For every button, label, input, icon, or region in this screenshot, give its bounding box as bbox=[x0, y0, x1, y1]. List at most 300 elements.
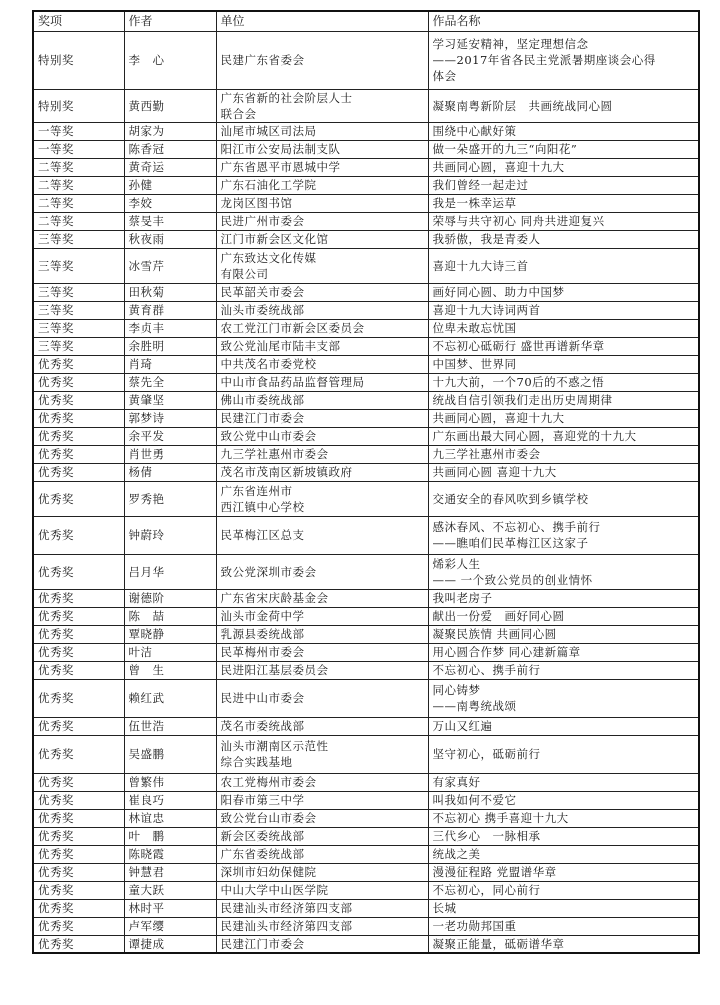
author-cell: 林谊忠 bbox=[124, 809, 216, 827]
author-cell: 孙健 bbox=[124, 176, 216, 194]
table-row bbox=[33, 31, 699, 89]
title-cell bbox=[428, 643, 699, 661]
table-row bbox=[33, 391, 699, 409]
table-row bbox=[33, 301, 699, 319]
title-cell bbox=[428, 554, 699, 589]
unit-cell-line: 民建汕头市经济第四支部 bbox=[220, 901, 353, 915]
title-cell-line: 有家真好 bbox=[432, 775, 481, 789]
award-cell: 三等奖 bbox=[33, 230, 124, 248]
unit-cell bbox=[216, 301, 428, 319]
table-row bbox=[33, 845, 699, 863]
unit-cell bbox=[216, 319, 428, 337]
award-cell: 优秀奖 bbox=[33, 791, 124, 809]
unit-cell-line: 广东致达文化传媒 bbox=[220, 250, 317, 265]
award-cell: 优秀奖 bbox=[33, 773, 124, 791]
title-cell bbox=[428, 158, 699, 176]
title-cell-line: 统战之美 bbox=[432, 847, 481, 861]
unit-cell-line: 民革梅江区总支 bbox=[220, 528, 305, 542]
title-cell bbox=[428, 319, 699, 337]
title-cell-line: 喜迎十九大诗三首 bbox=[432, 258, 529, 273]
author-cell: 叶洁 bbox=[124, 643, 216, 661]
unit-cell-line: 广东石油化工学院 bbox=[220, 178, 317, 192]
author-cell: 余平发 bbox=[124, 427, 216, 445]
title-cell-line: 广东画出最大同心圆，喜迎党的十九大 bbox=[432, 429, 637, 443]
award-cell: 优秀奖 bbox=[33, 881, 124, 899]
table-row bbox=[33, 409, 699, 427]
award-cell: 优秀奖 bbox=[33, 427, 124, 445]
unit-cell-line: 广东省连州市 bbox=[220, 483, 293, 498]
author-cell: 蔡旻丰 bbox=[124, 212, 216, 230]
title-cell bbox=[428, 373, 699, 391]
title-cell bbox=[428, 337, 699, 355]
table-row bbox=[33, 463, 699, 481]
title-cell bbox=[428, 827, 699, 845]
author-cell: 秋夜雨 bbox=[124, 230, 216, 248]
author-cell: 肖世勇 bbox=[124, 445, 216, 463]
title-cell-line: 做一朵盛开的九三“向阳花” bbox=[432, 142, 578, 156]
title-cell-line: 漫漫征程路 党盟谱华章 bbox=[432, 865, 557, 879]
title-cell-line: 交通安全的春风吹到乡镇学校 bbox=[432, 491, 589, 506]
unit-cell-line: 中山大学中山医学院 bbox=[220, 883, 329, 897]
table-row bbox=[33, 89, 699, 122]
title-cell bbox=[428, 301, 699, 319]
title-cell bbox=[428, 935, 699, 953]
table-row bbox=[33, 194, 699, 212]
title-cell-line: 感沐春风、不忘初心、携手前行 bbox=[432, 520, 601, 534]
table-row bbox=[33, 283, 699, 301]
unit-cell-line: 广东省恩平市恩城中学 bbox=[220, 160, 341, 174]
award-cell: 二等奖 bbox=[33, 194, 124, 212]
title-cell-line: 坚守初心，砥砺前行 bbox=[432, 747, 541, 761]
unit-cell bbox=[216, 679, 428, 717]
title-cell-line: 献出一份爱 画好同心圆 bbox=[432, 609, 565, 623]
title-cell bbox=[428, 717, 699, 735]
unit-cell bbox=[216, 643, 428, 661]
table-row bbox=[33, 935, 699, 953]
title-cell bbox=[428, 409, 699, 427]
title-cell-line: 我是一株幸运草 bbox=[432, 196, 517, 210]
table-row bbox=[33, 319, 699, 337]
header-title: 作品名称 bbox=[428, 11, 699, 31]
title-cell-line: ——瞧咱们民革梅江区这家子 bbox=[432, 536, 589, 550]
table-row bbox=[33, 809, 699, 827]
unit-cell bbox=[216, 248, 428, 283]
title-cell bbox=[428, 773, 699, 791]
title-cell bbox=[428, 735, 699, 773]
unit-cell bbox=[216, 827, 428, 845]
title-cell bbox=[428, 625, 699, 643]
unit-cell-line: 致公党台山市委会 bbox=[220, 811, 317, 825]
unit-cell bbox=[216, 607, 428, 625]
header-author: 作者 bbox=[124, 11, 216, 31]
title-cell-line: 围绕中心献好策 bbox=[432, 124, 517, 138]
author-cell: 伍世浩 bbox=[124, 717, 216, 735]
table-row bbox=[33, 827, 699, 845]
author-cell: 钟慧君 bbox=[124, 863, 216, 881]
title-cell bbox=[428, 845, 699, 863]
title-cell-line: 体会 bbox=[432, 69, 457, 83]
title-cell-line: 用心圆合作梦 同心建新篇章 bbox=[432, 645, 581, 659]
author-cell: 曾繁伟 bbox=[124, 773, 216, 791]
title-cell bbox=[428, 863, 699, 881]
table-row bbox=[33, 899, 699, 917]
unit-cell-line: 民建江门市委会 bbox=[220, 411, 305, 425]
unit-cell bbox=[216, 589, 428, 607]
author-cell: 蔡先全 bbox=[124, 373, 216, 391]
unit-cell-line: 致公党中山市委会 bbox=[220, 429, 317, 443]
header-row bbox=[33, 11, 699, 31]
award-cell: 优秀奖 bbox=[33, 863, 124, 881]
title-cell-line: 共画同心圆，喜迎十九大 bbox=[432, 411, 565, 425]
award-cell: 优秀奖 bbox=[33, 607, 124, 625]
unit-cell-line: 广东省委统战部 bbox=[220, 847, 305, 861]
table-row bbox=[33, 248, 699, 283]
unit-cell bbox=[216, 140, 428, 158]
author-cell: 杨倩 bbox=[124, 463, 216, 481]
unit-cell-line: 茂名市委统战部 bbox=[220, 719, 305, 733]
table-row bbox=[33, 158, 699, 176]
author-cell: 吕月华 bbox=[124, 554, 216, 589]
title-cell-line: 十九大前，一个70后的不惑之悟 bbox=[432, 375, 605, 389]
award-cell: 二等奖 bbox=[33, 158, 124, 176]
author-cell: 钟蔚玲 bbox=[124, 516, 216, 554]
award-cell: 优秀奖 bbox=[33, 809, 124, 827]
author-cell: 陈香冠 bbox=[124, 140, 216, 158]
title-cell bbox=[428, 283, 699, 301]
author-cell: 卢军缨 bbox=[124, 917, 216, 935]
header-unit: 单位 bbox=[216, 11, 428, 31]
title-cell bbox=[428, 194, 699, 212]
title-cell bbox=[428, 212, 699, 230]
title-cell-line: 不忘初心，同心前行 bbox=[432, 883, 541, 897]
table-row bbox=[33, 140, 699, 158]
table-row bbox=[33, 881, 699, 899]
title-cell-line: 一老功勋邦国重 bbox=[432, 919, 517, 933]
author-cell: 崔良巧 bbox=[124, 791, 216, 809]
unit-cell bbox=[216, 445, 428, 463]
unit-cell bbox=[216, 917, 428, 935]
title-cell bbox=[428, 463, 699, 481]
title-cell-line: 长城 bbox=[432, 901, 457, 915]
award-cell: 优秀奖 bbox=[33, 661, 124, 679]
unit-cell bbox=[216, 661, 428, 679]
title-cell-line: 不忘初心砥砺行 盛世再谱新华章 bbox=[432, 339, 605, 353]
unit-cell bbox=[216, 899, 428, 917]
title-cell-line: 我叫老房子 bbox=[432, 591, 493, 605]
unit-cell-line: 广东省新的社会阶层人士 bbox=[220, 90, 353, 105]
title-cell bbox=[428, 176, 699, 194]
award-cell: 优秀奖 bbox=[33, 899, 124, 917]
unit-cell bbox=[216, 935, 428, 953]
award-cell: 优秀奖 bbox=[33, 717, 124, 735]
unit-cell bbox=[216, 427, 428, 445]
unit-cell bbox=[216, 31, 428, 89]
unit-cell-line: 致公党深圳市委会 bbox=[220, 564, 317, 579]
title-cell bbox=[428, 679, 699, 717]
unit-cell-line: 中共茂名市委党校 bbox=[220, 357, 317, 371]
title-cell-line: 位卑未敢忘忧国 bbox=[432, 321, 517, 335]
unit-cell bbox=[216, 809, 428, 827]
award-cell: 一等奖 bbox=[33, 122, 124, 140]
award-cell: 优秀奖 bbox=[33, 845, 124, 863]
table-row bbox=[33, 589, 699, 607]
title-cell-line: 我们曾经一起走过 bbox=[432, 178, 529, 192]
award-cell: 一等奖 bbox=[33, 140, 124, 158]
title-cell bbox=[428, 140, 699, 158]
title-cell-line: 荣辱与共守初心 同舟共进迎复兴 bbox=[432, 214, 605, 228]
table-row bbox=[33, 122, 699, 140]
unit-cell bbox=[216, 735, 428, 773]
unit-cell-line: 中山市食品药品监督管理局 bbox=[220, 375, 365, 389]
header-award: 奖项 bbox=[33, 11, 124, 31]
unit-cell-line: 民进广州市委会 bbox=[220, 214, 305, 228]
unit-cell-line: 汕头市委统战部 bbox=[220, 303, 305, 317]
unit-cell bbox=[216, 355, 428, 373]
title-cell bbox=[428, 355, 699, 373]
table-row bbox=[33, 516, 699, 554]
author-cell: 冰雪芹 bbox=[124, 248, 216, 283]
award-cell: 三等奖 bbox=[33, 283, 124, 301]
unit-cell-line: 西江镇中心学校 bbox=[220, 499, 305, 514]
unit-cell-line: 阳春市第三中学 bbox=[220, 793, 305, 807]
award-cell: 二等奖 bbox=[33, 212, 124, 230]
award-cell: 三等奖 bbox=[33, 301, 124, 319]
author-cell: 黄肇坚 bbox=[124, 391, 216, 409]
unit-cell bbox=[216, 481, 428, 516]
title-cell-line: 学习延安精神，坚定理想信念 bbox=[432, 37, 589, 51]
title-cell-line: 不忘初心、携手前行 bbox=[432, 663, 541, 677]
author-cell: 叶 鹏 bbox=[124, 827, 216, 845]
unit-cell-line: 新会区委统战部 bbox=[220, 829, 305, 843]
author-cell: 陈 喆 bbox=[124, 607, 216, 625]
title-cell bbox=[428, 31, 699, 89]
title-cell bbox=[428, 589, 699, 607]
table-row bbox=[33, 735, 699, 773]
title-cell bbox=[428, 607, 699, 625]
unit-cell-line: 九三学社惠州市委会 bbox=[220, 447, 329, 461]
award-cell: 三等奖 bbox=[33, 337, 124, 355]
award-cell: 优秀奖 bbox=[33, 463, 124, 481]
title-cell bbox=[428, 481, 699, 516]
title-cell bbox=[428, 427, 699, 445]
author-cell: 郭梦诗 bbox=[124, 409, 216, 427]
unit-cell-line: 民革梅州市委会 bbox=[220, 645, 305, 659]
award-cell: 优秀奖 bbox=[33, 373, 124, 391]
table-row bbox=[33, 355, 699, 373]
title-cell-line: 凝聚南粤新阶层 共画统战同心圆 bbox=[432, 98, 613, 113]
unit-cell-line: 民革韶关市委会 bbox=[220, 285, 305, 299]
award-cell: 优秀奖 bbox=[33, 625, 124, 643]
unit-cell-line: 民进阳江基层委员会 bbox=[220, 663, 329, 677]
award-cell: 优秀奖 bbox=[33, 391, 124, 409]
award-cell: 优秀奖 bbox=[33, 935, 124, 953]
award-cell: 优秀奖 bbox=[33, 355, 124, 373]
unit-cell-line: 茂名市茂南区新坡镇政府 bbox=[220, 465, 353, 479]
unit-cell-line: 民建广东省委会 bbox=[220, 53, 305, 67]
unit-cell bbox=[216, 516, 428, 554]
award-cell: 特别奖 bbox=[33, 31, 124, 89]
author-cell: 童大跃 bbox=[124, 881, 216, 899]
title-cell-line: 统战自信引领我们走出历史周期律 bbox=[432, 393, 613, 407]
unit-cell-line: 乳源县委统战部 bbox=[220, 627, 305, 641]
award-cell: 优秀奖 bbox=[33, 554, 124, 589]
title-cell bbox=[428, 917, 699, 935]
title-cell bbox=[428, 230, 699, 248]
unit-cell-line: 联合会 bbox=[220, 106, 257, 121]
title-cell-line: —— 一个致公党员的创业情怀 bbox=[432, 572, 593, 587]
unit-cell-line: 民建汕头市经济第四支部 bbox=[220, 919, 353, 933]
table-row bbox=[33, 481, 699, 516]
unit-cell bbox=[216, 391, 428, 409]
author-cell: 赖红武 bbox=[124, 679, 216, 717]
title-cell-line: 喜迎十九大诗词两首 bbox=[432, 303, 541, 317]
unit-cell-line: 广东省宋庆龄基金会 bbox=[220, 591, 329, 605]
title-cell bbox=[428, 122, 699, 140]
unit-cell-line: 阳江市公安局法制支队 bbox=[220, 142, 341, 156]
table-row bbox=[33, 427, 699, 445]
table-row bbox=[33, 212, 699, 230]
table-row bbox=[33, 625, 699, 643]
table-row bbox=[33, 176, 699, 194]
unit-cell bbox=[216, 89, 428, 122]
title-cell bbox=[428, 516, 699, 554]
title-cell-line: 叫我如何不爱它 bbox=[432, 793, 517, 807]
unit-cell-line: 汕尾市城区司法局 bbox=[220, 124, 317, 138]
title-cell bbox=[428, 391, 699, 409]
award-cell: 优秀奖 bbox=[33, 409, 124, 427]
author-cell: 余胜明 bbox=[124, 337, 216, 355]
unit-cell-line: 汕头市金荷中学 bbox=[220, 609, 305, 623]
award-cell: 三等奖 bbox=[33, 248, 124, 283]
table-row bbox=[33, 554, 699, 589]
award-cell: 优秀奖 bbox=[33, 589, 124, 607]
author-cell: 覃晓静 bbox=[124, 625, 216, 643]
unit-cell bbox=[216, 625, 428, 643]
unit-cell-line: 民建江门市委会 bbox=[220, 936, 305, 951]
title-cell-line: 共画同心圆 喜迎十九大 bbox=[432, 465, 557, 479]
author-cell: 田秋菊 bbox=[124, 283, 216, 301]
unit-cell-line: 综合实践基地 bbox=[220, 755, 293, 769]
award-cell: 优秀奖 bbox=[33, 827, 124, 845]
table-row bbox=[33, 643, 699, 661]
title-cell bbox=[428, 899, 699, 917]
unit-cell-line: 深圳市妇幼保健院 bbox=[220, 865, 317, 879]
title-cell-line: 万山又红遍 bbox=[432, 719, 493, 733]
table-row bbox=[33, 679, 699, 717]
title-cell bbox=[428, 881, 699, 899]
unit-cell bbox=[216, 863, 428, 881]
table-row bbox=[33, 863, 699, 881]
unit-cell bbox=[216, 337, 428, 355]
table-row bbox=[33, 717, 699, 735]
title-cell-line: 九三学社惠州市委会 bbox=[432, 447, 541, 461]
unit-cell-line: 江门市新会区文化馆 bbox=[220, 232, 329, 246]
unit-cell-line: 汕头市潮南区示范性 bbox=[220, 739, 329, 753]
title-cell-line: 中国梦、世界同 bbox=[432, 357, 517, 371]
award-cell: 优秀奖 bbox=[33, 679, 124, 717]
award-cell: 优秀奖 bbox=[33, 643, 124, 661]
table-row bbox=[33, 230, 699, 248]
unit-cell bbox=[216, 176, 428, 194]
unit-cell bbox=[216, 283, 428, 301]
table-row bbox=[33, 445, 699, 463]
award-cell: 三等奖 bbox=[33, 319, 124, 337]
title-cell-line: 凝聚民族情 共画同心圆 bbox=[432, 627, 557, 641]
author-cell: 黄育群 bbox=[124, 301, 216, 319]
unit-cell-line: 农工党梅州市委会 bbox=[220, 775, 317, 789]
unit-cell bbox=[216, 845, 428, 863]
award-cell: 优秀奖 bbox=[33, 735, 124, 773]
author-cell: 陈晓霞 bbox=[124, 845, 216, 863]
unit-cell bbox=[216, 773, 428, 791]
unit-cell bbox=[216, 373, 428, 391]
award-table bbox=[32, 10, 700, 954]
author-cell: 李姣 bbox=[124, 194, 216, 212]
title-cell bbox=[428, 445, 699, 463]
title-cell-line: 画好同心圆、助力中国梦 bbox=[432, 285, 565, 299]
award-cell: 优秀奖 bbox=[33, 445, 124, 463]
unit-cell-line: 有限公司 bbox=[220, 266, 269, 281]
unit-cell-line: 致公党汕尾市陆丰支部 bbox=[220, 339, 341, 353]
title-cell-line: 共画同心圆，喜迎十九大 bbox=[432, 160, 565, 174]
title-cell-line: 三代乡心 一脉相承 bbox=[432, 829, 541, 843]
table-row bbox=[33, 917, 699, 935]
title-cell-line: ——南粤统战颂 bbox=[432, 699, 517, 713]
author-cell: 肖琦 bbox=[124, 355, 216, 373]
unit-cell bbox=[216, 791, 428, 809]
title-cell bbox=[428, 791, 699, 809]
unit-cell-line: 龙岗区图书馆 bbox=[220, 196, 293, 210]
table-row bbox=[33, 661, 699, 679]
award-cell: 优秀奖 bbox=[33, 481, 124, 516]
author-cell: 罗秀艳 bbox=[124, 481, 216, 516]
award-cell: 优秀奖 bbox=[33, 516, 124, 554]
award-cell: 二等奖 bbox=[33, 176, 124, 194]
author-cell: 曾 生 bbox=[124, 661, 216, 679]
author-cell: 李贞丰 bbox=[124, 319, 216, 337]
unit-cell bbox=[216, 717, 428, 735]
unit-cell-line: 佛山市委统战部 bbox=[220, 393, 305, 407]
award-cell: 优秀奖 bbox=[33, 917, 124, 935]
author-cell: 吴盛鹏 bbox=[124, 735, 216, 773]
title-cell-line: 不忘初心 携手喜迎十九大 bbox=[432, 811, 569, 825]
award-cell: 特别奖 bbox=[33, 89, 124, 122]
author-cell: 胡家为 bbox=[124, 122, 216, 140]
unit-cell bbox=[216, 881, 428, 899]
unit-cell bbox=[216, 122, 428, 140]
author-cell: 林时平 bbox=[124, 899, 216, 917]
title-cell-line: ——2017年省各民主党派暑期座谈会心得 bbox=[432, 53, 656, 67]
author-cell: 谭捷成 bbox=[124, 935, 216, 953]
table-row bbox=[33, 373, 699, 391]
unit-cell-line: 民进中山市委会 bbox=[220, 691, 305, 705]
title-cell bbox=[428, 89, 699, 122]
unit-cell bbox=[216, 230, 428, 248]
author-cell: 李 心 bbox=[124, 31, 216, 89]
table-row bbox=[33, 337, 699, 355]
unit-cell bbox=[216, 463, 428, 481]
author-cell: 黄西勤 bbox=[124, 89, 216, 122]
table-row bbox=[33, 607, 699, 625]
unit-cell bbox=[216, 554, 428, 589]
unit-cell bbox=[216, 194, 428, 212]
author-cell: 谢德阶 bbox=[124, 589, 216, 607]
title-cell bbox=[428, 661, 699, 679]
unit-cell bbox=[216, 409, 428, 427]
title-cell-line: 凝聚正能量，砥砺谱华章 bbox=[432, 936, 565, 951]
title-cell bbox=[428, 248, 699, 283]
unit-cell bbox=[216, 212, 428, 230]
